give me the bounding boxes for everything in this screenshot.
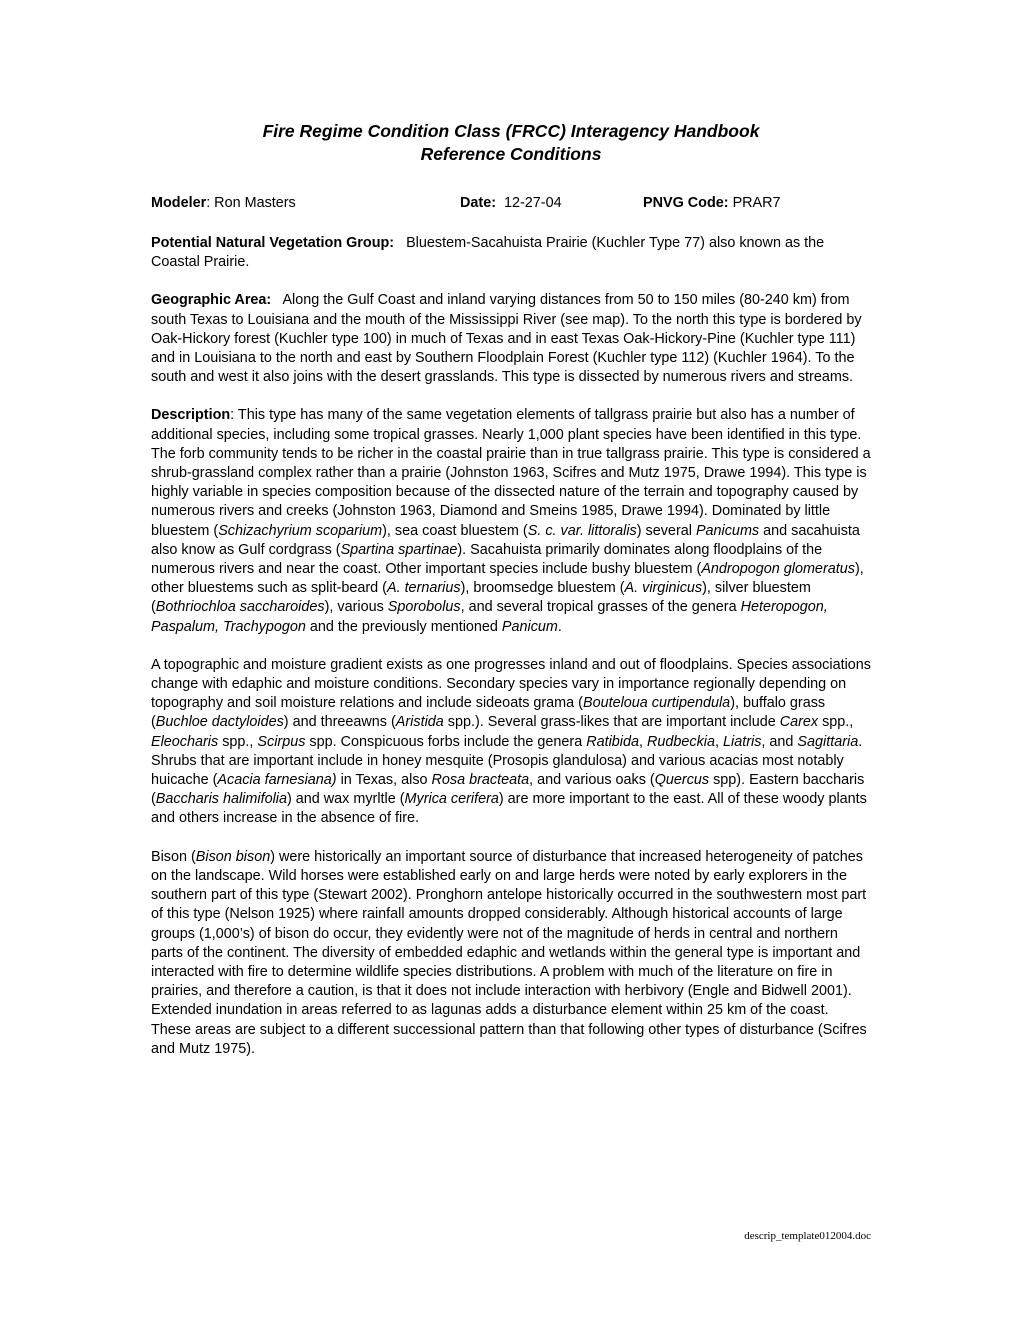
- species-name: Myrica cerifera: [404, 791, 499, 808]
- text-run: ), various: [324, 599, 388, 616]
- modeler-field: [151, 194, 296, 213]
- species-name: Panicums: [695, 522, 760, 539]
- pnvg-label: Potential Natural Vegetation Group:: [151, 235, 395, 251]
- text-run: in Texas, also: [336, 772, 432, 789]
- date-value: 12-27-04: [503, 195, 562, 211]
- pnvg-paragraph: [151, 234, 871, 272]
- gradient-paragraph: [151, 656, 871, 829]
- species-name: S. c. var. littoralis: [527, 522, 637, 539]
- species-name: Acacia farnesiana): [217, 772, 337, 789]
- pnvg-text: Bluestem-Sacahuista Prairie (Kuchler Type 77) also known as the Coastal Prairie.: [151, 235, 825, 271]
- species-name: Sagittaria: [797, 733, 859, 750]
- text-run: ), silver bluestem (: [151, 580, 811, 616]
- species-name: Panicum: [501, 618, 558, 635]
- text-run: and the previously mentioned: [305, 618, 502, 635]
- description-label: Description: [151, 407, 231, 424]
- text-run: and sacahuista also know as Gulf cordgrass (: [151, 522, 860, 558]
- species-name: Heteropogon, Paspalum, Trachypogon: [151, 599, 828, 635]
- text-run: ,: [715, 733, 724, 750]
- species-name: Rudbeckia: [647, 733, 716, 750]
- text-run: ), sea coast bluestem (: [382, 522, 528, 539]
- text-run: Bison (: [151, 848, 196, 865]
- title-line-2: Reference Conditions: [420, 144, 602, 164]
- species-name: Rosa bracteata: [431, 772, 530, 789]
- text-run: ) and threeawns (: [283, 714, 396, 731]
- text-run: ) are more important to the east. All of these woody plants and others increase in the absence of fire.: [151, 791, 867, 827]
- document-page: [151, 120, 871, 1059]
- species-name: Scirpus: [257, 733, 306, 750]
- text-run: spp.). Several grass-likes that are important include: [443, 714, 780, 731]
- species-name: Bison bison: [195, 848, 271, 865]
- geographic-area-paragraph: [151, 291, 871, 387]
- text-run: , and: [761, 733, 798, 750]
- species-name: Schizachyrium scoparium: [218, 522, 383, 539]
- species-name: Sporobolus: [387, 599, 461, 616]
- date-label: Date:: [460, 195, 496, 211]
- date-field: [460, 194, 562, 213]
- description-paragraph: [151, 406, 871, 636]
- species-name: Buchloe dactyloides: [155, 714, 284, 731]
- document-title: [151, 120, 871, 166]
- text-run: ), broomsedge bluestem (: [460, 580, 625, 597]
- text-run: ,: [639, 733, 648, 750]
- text-run: ) and wax myrltle (: [286, 791, 405, 808]
- pnvg-code-field: [643, 194, 781, 213]
- species-name: A. virginicus: [624, 580, 703, 597]
- text-run: ) were historically an important source of disturbance that increased heterogeneity of patches on the landscape. Wild horses were established early on and large herds were noted by early explorers in the southern part of this type (Stewart 2002). Pronghorn antelope historically occurred in the southwestern most part of this type (Nelson 1925) where rainfall amounts dropped considerably. Although historical accounts of large groups (1,000’s) of bison do occur, they evidently were not of the magnitude of herds in central and northern parts of the continent. The diversity of embedded edaphic and wetlands within the general type is important and interacted with fire to determine wildlife species distributions. A problem with much of the literature on fire in prairies, and therefore a caution, is that it does not include interaction with herbivory (Engle and Bidwell 2001). Extended inundation in areas referred to as lagunas adds a disturbance element within 25 km of the coast. These areas are subject to a different successional pattern than that following other types of disturbance (Scifres and Mutz 1975).: [151, 848, 867, 1057]
- pnvg-code-value: PRAR7: [732, 195, 781, 211]
- text-run: A topographic and moisture gradient exists as one progresses inland and out of floodplains. Species associations change with edaphic and moisture conditions. Secondary species vary in importance regionally depending on topography and soil moisture relations and include sideoats grama (: [151, 656, 871, 712]
- text-run: spp.,: [818, 714, 854, 731]
- text-run: ) several: [636, 522, 696, 539]
- text-run: ), other bluestems such as split-beard (: [151, 561, 864, 597]
- modeler-value: : Ron Masters: [206, 195, 296, 211]
- species-name: Spartina spartinae: [340, 541, 458, 558]
- text-run: . Shrubs that are important include in honey mesquite (Prosopis glandulosa) and various acacias most notably huicache (: [151, 733, 863, 789]
- title-line-1: Fire Regime Condition Class (FRCC) Interagency Handbook: [262, 121, 760, 141]
- species-name: Quercus: [654, 772, 710, 789]
- species-name: Aristida: [395, 714, 444, 731]
- species-name: Baccharis halimifolia: [155, 791, 287, 808]
- bison-paragraph: [151, 848, 871, 1059]
- species-name: Eleocharis: [151, 733, 219, 750]
- text-run: ). Sacahuista primarily dominates along floodplains of the numerous rivers and near the coast. Other important species include bushy bluestem (: [151, 541, 823, 578]
- species-name: Ratibida: [586, 733, 640, 750]
- text-run: spp.,: [218, 733, 258, 750]
- species-name: Bothriochloa saccharoides: [155, 599, 325, 616]
- geographic-area-text: Along the Gulf Coast and inland varying distances from 50 to 150 miles (80-240 km) from south Texas to Louisiana and the mouth of the Mississippi River (see map). To the north this type is bordered by Oak-Hickory forest (Kuchler type 100) in much of Texas and in east Texas Oak-Hickory-Pine (Kuchler type 111) and in Louisiana to the north and east by Southern Floodplain Forest (Kuchler type 112) (Kuchler 1964). To the south and west it also joins with the desert grasslands. This type is dissected by numerous rivers and streams.: [151, 292, 862, 386]
- text-run: : This type has many of the same vegetation elements of tallgrass prairie but also has a number of additional species, including some tropical grasses. Nearly 1,000 plant species have been identified in this type. The forb community tends to be richer in the coastal prairie than in true tallgrass prairie. This type is considered a shrub-grassland complex rather than a prairie (Johnston 1963, Scifres and Mutz 1975, Drawe 1994). This type is highly variable in species composition because of the dissected nature of the terrain and topography caused by numerous rivers and creeks (Johnston 1963, Diamond and Smeins 1985, Drawe 1994). Dominated by little bluestem (: [151, 407, 871, 539]
- geographic-area-label: Geographic Area:: [151, 292, 272, 309]
- pnvg-code-label: PNVG Code:: [643, 195, 729, 211]
- species-name: A. ternarius: [386, 580, 461, 597]
- species-name: Andropogon glomeratus: [701, 561, 855, 578]
- footer-filename: descrip_template012004.doc: [744, 1230, 871, 1242]
- text-run: , and various oaks (: [529, 772, 655, 789]
- text-run: ), buffalo grass (: [151, 695, 826, 731]
- text-run: spp). Eastern baccharis (: [151, 772, 865, 808]
- species-name: Liatris: [723, 733, 762, 750]
- text-run: .: [557, 618, 562, 635]
- species-name: Carex: [779, 714, 819, 731]
- text-run: , and several tropical grasses of the genera: [460, 599, 741, 616]
- metadata-row: [151, 194, 871, 214]
- modeler-label: Modeler: [151, 195, 207, 211]
- species-name: Bouteloua curtipendula: [582, 695, 731, 712]
- text-run: spp. Conspicuous forbs include the genera: [305, 733, 587, 750]
